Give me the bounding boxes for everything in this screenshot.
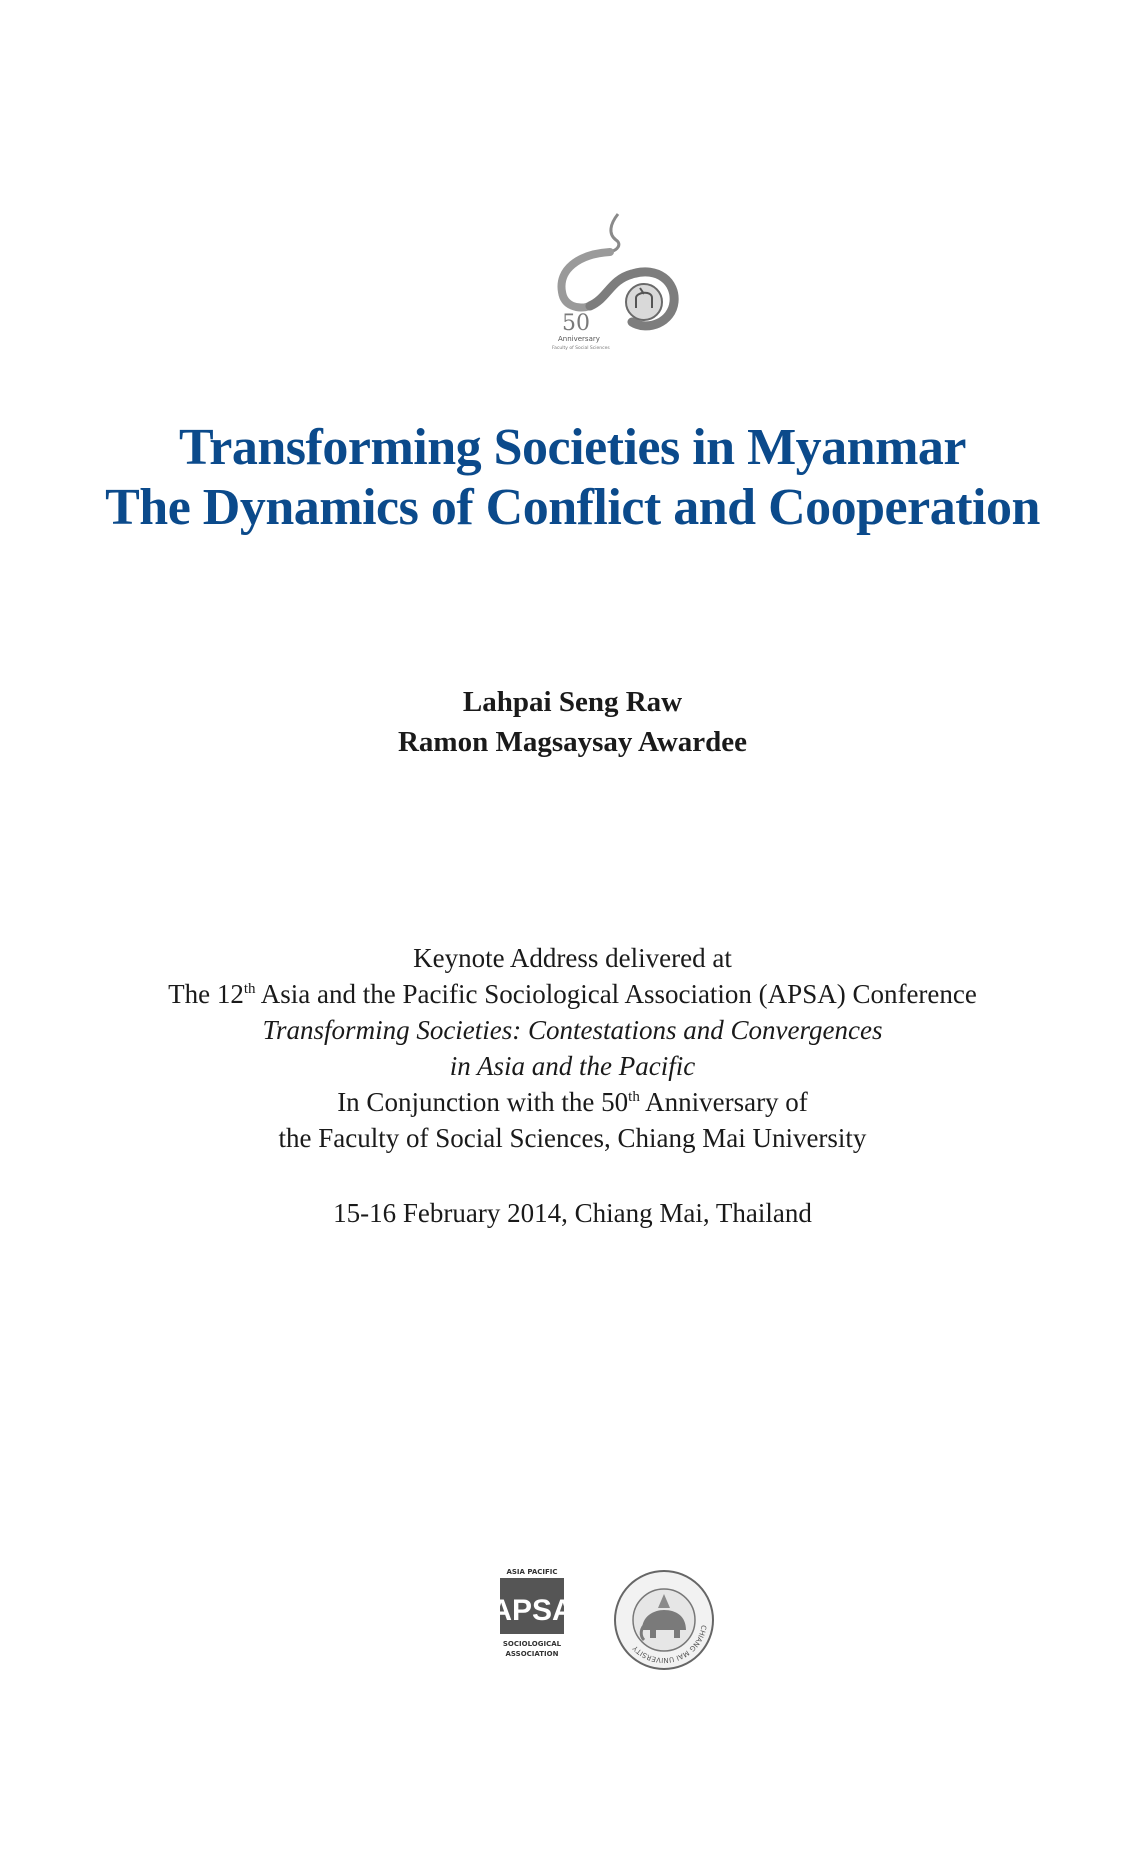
address-line-2 [0, 976, 1145, 1012]
svg-text:SOCIOLOGICAL: SOCIOLOGICAL [502, 1640, 562, 1648]
svg-text:ASIA PACIFIC: ASIA PACIFIC [506, 1568, 558, 1576]
apsa-logo-icon [490, 1566, 574, 1662]
address-line-6: the Faculty of Social Sciences, Chiang Mai University [278, 1123, 867, 1153]
address-block [0, 940, 1145, 1156]
author-honor: Ramon Magsaysay Awardee [397, 726, 748, 758]
chiang-mai-university-seal-icon [612, 1568, 716, 1672]
svg-text:50: 50 [562, 311, 590, 336]
svg-text:Faculty of Social Sciences: Faculty of Social Sciences [552, 346, 610, 351]
address-line-2-pre: The 12 [168, 979, 244, 1009]
address-line-1: Keynote Address delivered at [413, 943, 732, 973]
address-line-5-sup: th [628, 1089, 640, 1105]
title-line-2: The Dynamics of Conflict and Cooperation [105, 479, 1040, 536]
address-line-2-sup: th [243, 981, 256, 997]
address-line-3: Transforming Societies: Contestations and Convergences [262, 1015, 883, 1045]
svg-text:CHIANG MAI UNIVERSITY: CHIANG MAI UNIVERSITY [631, 1624, 708, 1665]
address-line-5-pre: In Conjunction with the 50 [337, 1087, 629, 1117]
event-date: 15-16 February 2014, Chiang Mai, Thailand [333, 1198, 812, 1228]
author-block [0, 682, 1145, 762]
svg-text:Anniversary: Anniversary [558, 335, 600, 343]
title-line-1: Transforming Societies in Myanmar [178, 419, 966, 476]
svg-text:APSA: APSA [490, 1594, 574, 1627]
serpent-50th-anniversary-logo-icon [548, 210, 698, 350]
address-line-5 [0, 1084, 1145, 1120]
author-name: Lahpai Seng Raw [462, 686, 683, 718]
address-line-4: in Asia and the Pacific [449, 1051, 696, 1081]
svg-text:ASSOCIATION: ASSOCIATION [505, 1650, 559, 1658]
address-line-2-post: Asia and the Pacific Sociological Association (APSA) Conference [255, 979, 977, 1009]
address-line-5-post: Anniversary of [639, 1087, 808, 1117]
document-title [0, 418, 1145, 538]
